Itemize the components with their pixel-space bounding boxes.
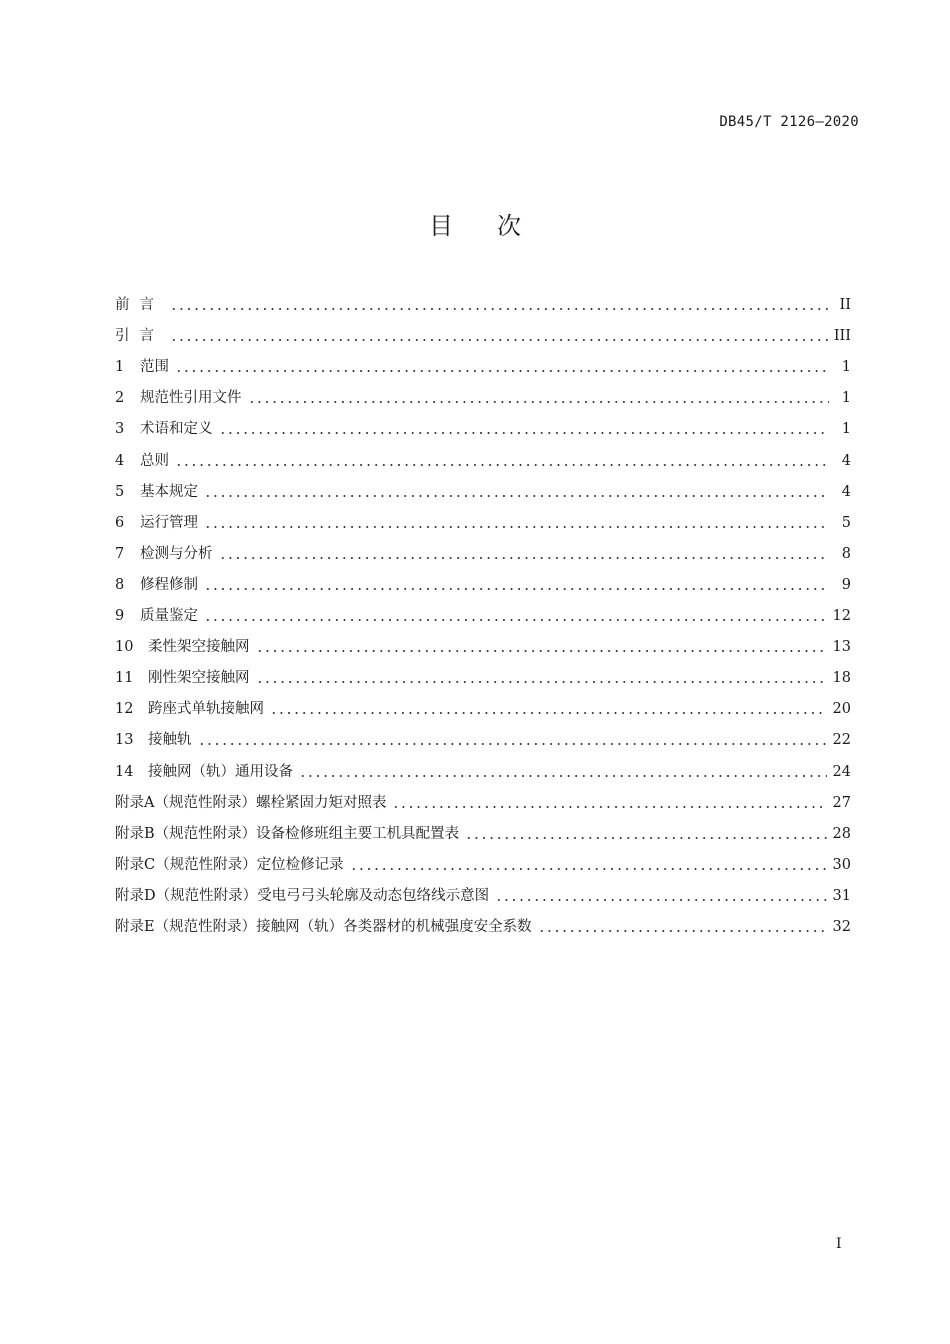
toc-entry-label: 修程修制 — [140, 576, 198, 593]
toc-entry-page: 22 — [832, 732, 851, 749]
toc-entry-label: 附录A（规范性附录）螺栓紧固力矩对照表 — [115, 794, 387, 811]
toc-entry-label: 接触网（轨）通用设备 — [148, 763, 293, 780]
toc-entry-page: 24 — [832, 763, 851, 780]
toc-entry-number: 7 — [115, 545, 125, 562]
toc-entry[interactable] — [115, 472, 851, 503]
toc-entry[interactable] — [115, 814, 851, 845]
toc-entry-page: 20 — [832, 701, 851, 718]
toc-entry-number: 13 — [115, 732, 134, 749]
dot-leader — [219, 432, 830, 434]
toc-entry-label: 附录B（规范性附录）设备检修班组主要工机具配置表 — [115, 825, 460, 842]
toc-entry[interactable] — [115, 783, 851, 814]
dot-leader — [204, 526, 829, 528]
toc-entry-label: 接触轨 — [148, 732, 192, 749]
toc-entry-number: 2 — [115, 390, 125, 407]
dot-leader — [170, 308, 829, 310]
toc-entry-label: 附录C（规范性附录）定位检修记录 — [115, 856, 344, 873]
dot-leader — [175, 370, 829, 372]
toc-entry[interactable] — [115, 316, 851, 347]
toc-entry-label: 柔性架空接触网 — [148, 639, 250, 656]
toc-entry-number: 10 — [115, 639, 134, 656]
toc-entry[interactable] — [115, 720, 851, 751]
toc-entry-page: 1 — [841, 390, 851, 407]
table-of-contents — [115, 285, 851, 938]
toc-entry-page: 4 — [841, 452, 851, 469]
toc-entry[interactable] — [115, 503, 851, 534]
toc-entry-label: 基本规定 — [140, 483, 198, 500]
toc-entry[interactable] — [115, 658, 851, 689]
toc-entry[interactable] — [115, 751, 851, 782]
dot-leader — [219, 557, 830, 559]
toc-entry-number: 6 — [115, 514, 125, 531]
dot-leader — [170, 339, 828, 341]
toc-entry[interactable] — [115, 907, 851, 938]
dot-leader — [270, 712, 827, 714]
toc-entry-number: 9 — [115, 608, 125, 625]
toc-entry-label: 质量鉴定 — [140, 608, 198, 625]
standard-code: DB45/T 2126—2020 — [719, 114, 859, 130]
toc-entry-label: 总则 — [140, 452, 169, 469]
toc-entry-label: 术语和定义 — [140, 421, 213, 438]
toc-entry-label: 刚性架空接触网 — [148, 670, 250, 687]
toc-entry-label: 运行管理 — [140, 514, 198, 531]
dot-leader — [248, 401, 830, 403]
toc-entry[interactable] — [115, 534, 851, 565]
toc-entry-page: II — [839, 297, 851, 314]
dot-leader — [256, 681, 827, 683]
dot-leader — [204, 495, 829, 497]
toc-entry-page: III — [833, 328, 851, 345]
toc-entry-number: 11 — [115, 670, 134, 687]
toc-entry-label: 跨座式单轨接触网 — [148, 701, 264, 718]
page-title: 目次 — [429, 212, 565, 240]
toc-entry-label: 范围 — [140, 359, 169, 376]
dot-leader — [350, 868, 827, 870]
dot-leader — [392, 806, 826, 808]
toc-entry[interactable] — [115, 409, 851, 440]
toc-entry-page: 30 — [832, 856, 851, 873]
dot-leader — [175, 464, 829, 466]
dot-leader — [465, 837, 826, 839]
toc-entry-label: 引言 — [115, 328, 164, 345]
toc-entry[interactable] — [115, 347, 851, 378]
toc-entry[interactable] — [115, 627, 851, 658]
toc-entry-label: 附录D（规范性附录）受电弓弓头轮廓及动态包络线示意图 — [115, 887, 490, 904]
toc-entry[interactable] — [115, 285, 851, 316]
toc-entry-number: 4 — [115, 452, 125, 469]
toc-entry-label: 前言 — [115, 297, 164, 314]
toc-entry-number: 14 — [115, 763, 134, 780]
toc-entry-number: 3 — [115, 421, 125, 438]
toc-entry-page: 8 — [841, 545, 851, 562]
dot-leader — [204, 588, 829, 590]
toc-entry-page: 9 — [841, 576, 851, 593]
toc-entry[interactable] — [115, 378, 851, 409]
dot-leader — [204, 619, 827, 621]
toc-entry[interactable] — [115, 596, 851, 627]
dot-leader — [299, 775, 827, 777]
toc-entry-page: 12 — [832, 608, 851, 625]
toc-entry-page: 4 — [841, 483, 851, 500]
toc-entry-page: 13 — [832, 639, 851, 656]
toc-entry-page: 27 — [832, 794, 851, 811]
toc-entry-number: 5 — [115, 483, 125, 500]
dot-leader — [198, 743, 827, 745]
toc-entry[interactable] — [115, 689, 851, 720]
toc-entry[interactable] — [115, 876, 851, 907]
dot-leader — [538, 930, 827, 932]
toc-entry-label: 检测与分析 — [140, 545, 213, 562]
toc-entry-number: 8 — [115, 576, 125, 593]
dot-leader — [256, 650, 827, 652]
toc-entry-page: 31 — [832, 887, 851, 904]
toc-entry[interactable] — [115, 845, 851, 876]
toc-entry-page: 32 — [832, 918, 851, 935]
dot-leader — [495, 899, 826, 901]
toc-entry-page: 28 — [832, 825, 851, 842]
toc-entry-page: 1 — [841, 359, 851, 376]
toc-entry[interactable] — [115, 565, 851, 596]
page-number: I — [836, 1236, 842, 1252]
toc-entry[interactable] — [115, 440, 851, 471]
toc-entry-page: 5 — [841, 514, 851, 531]
toc-entry-page: 18 — [832, 670, 851, 687]
toc-entry-label: 规范性引用文件 — [140, 390, 242, 407]
toc-entry-label: 附录E（规范性附录）接触网（轨）各类器材的机械强度安全系数 — [115, 918, 532, 935]
toc-entry-page: 1 — [841, 421, 851, 438]
toc-entry-number: 1 — [115, 359, 125, 376]
toc-entry-number: 12 — [115, 701, 134, 718]
